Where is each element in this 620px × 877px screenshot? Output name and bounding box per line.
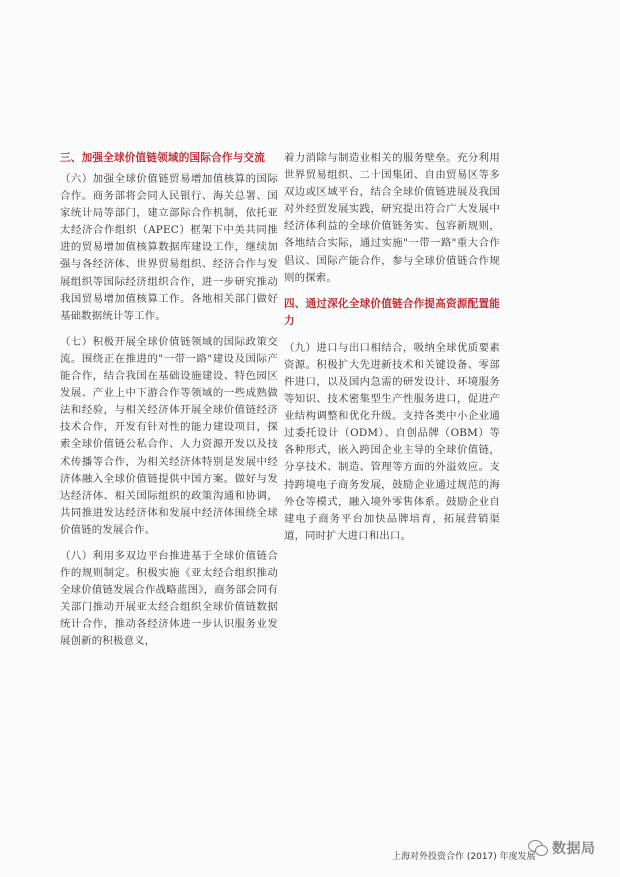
wechat-icon — [528, 840, 548, 856]
paragraph-six: （六）加强全球价值链贸易增加值核算的国际合作。商务部将会同人民银行、海关总署、国家统计局等部门，建立部际合作机制，依托亚太经济合作组织（APEC）框架下中美共同推进的贸易增加值核算数据库建设工作，继续加强与各经济体、世界贸易组织、经济合作与发展组织等国际经济组织合作，进一步研究推动我国贸易增加值核算工作。各地相关部门做好基础数据统计等工作。 — [60, 173, 278, 322]
page-footer: 上海对外投资合作 (2017) 年度发展 — [392, 852, 536, 862]
section-heading-four: 四、通过深化全球价值链合作提高资源配置能力 — [284, 297, 500, 327]
left-column — [60, 150, 278, 660]
watermark-text: 数据局 — [552, 841, 596, 857]
right-column — [284, 150, 500, 554]
paragraph-eight-continued: 着力消除与制造业相关的服务壁垒。充分利用世界贸易组织、二十国集团、自由贸易区等多双边或区域平台，结合全球价值链进展及我国对外经贸发展实践，研究提出符合广大发展中经济体利益的全球价值链务实、包容新规则，各地结合实际，通过实施"一带一路"重大合作倡议、国际产能合作，参与全球价值链合作规则的探索。 — [284, 152, 500, 284]
watermark — [528, 838, 596, 858]
section-heading-three: 三、加强全球价值链领域的国际合作与交流 — [60, 152, 266, 164]
paragraph-nine: （九）进口与出口相结合，吸纳全球优质要素资源。积极扩大先进新技术和关键设备、零部件进口，以及国内急需的研发设计、环境服务等知识、技术密集型生产性服务进口，促进产业结构调整和优化升级。支持各类中小企业通过委托设计（ODM）、自创品牌（OBM）等各种形式，嵌入跨国企业主导的全球价值链，分享技术、制造、管理等方面的外溢效应。支持跨境电子商务发展，鼓励企业通过规范的海外仓等模式，融入境外零售体系。鼓励企业自建电子商务平台加快品牌培育，拓展营销渠道，同时扩大进口和出口。 — [284, 341, 500, 542]
paragraph-eight: （八）利用多双边平台推进基于全球价值链合作的规则制定。积极实施《亚太经合组织推动全球价值链发展合作战略蓝图》，商务部会同有关部门推动开展亚太经合组织全球价值链数据统计合作，推动各经济体进一步认识服务业发展创新的积极意义， — [60, 549, 278, 648]
paragraph-seven: （七）积极开展全球价值链领域的国际政策交流。围绕正在推进的"一带一路"建设及国际产能合作，结合我国在基础设施建设、特色园区发展、产业上中下游合作等领域的一些成熟做法和经验，与相关经济体开展全球价值链经济技术合作，开发有针对性的能力建设项目，探索全球价值链公私合作、人力资源开发以及技术传播等合作，为相关经济体特别是发展中经济体融入全球价值链提供中国方案。做好与发达经济体、相关国际组织的政策沟通和协调，共同推进发达经济体和发展中经济体围绕全球价值链的发展合作。 — [60, 335, 278, 536]
